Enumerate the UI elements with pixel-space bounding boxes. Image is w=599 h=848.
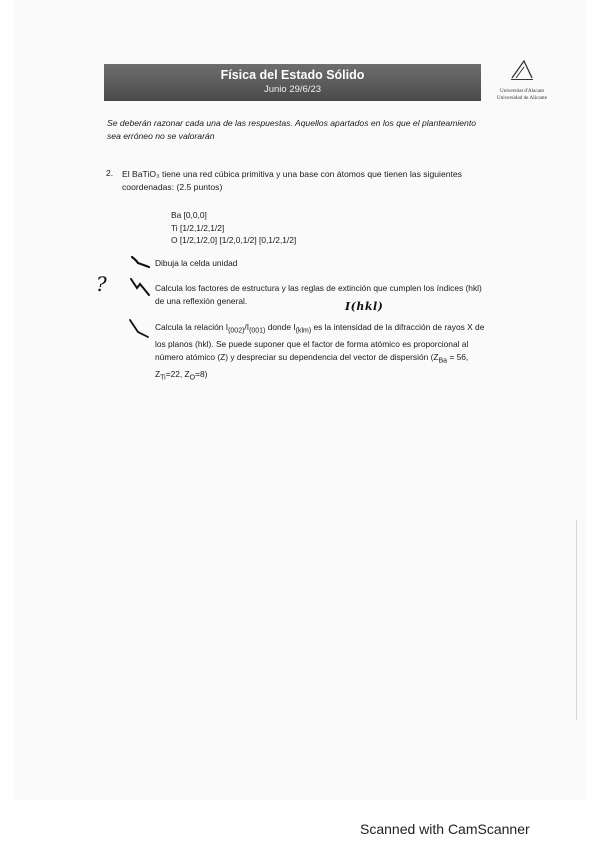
atom-coordinates	[171, 209, 296, 247]
subscript: (002)	[228, 327, 245, 335]
subscript: O	[189, 374, 196, 382]
exam-title: Física del Estado Sólido	[220, 68, 365, 82]
text-segment: = 56, Z	[155, 351, 469, 379]
university-emblem-icon	[510, 58, 534, 82]
logo-text-spanish: Universidad de Alicante	[496, 95, 548, 101]
coordinate-ti: Ti [1/2,1/2,1/2]	[171, 222, 225, 233]
logo-text-valencian: Universitat d'Alacant	[499, 88, 544, 94]
exam-date: Junio 29/6/23	[263, 84, 322, 95]
subscript: Ti	[160, 374, 166, 382]
check-mark-icon	[128, 318, 152, 340]
text-segment: /I	[244, 322, 250, 332]
text-segment: donde I	[265, 322, 296, 332]
text-segment: =22, Z	[165, 368, 190, 379]
handwritten-question-mark: ?	[96, 272, 107, 296]
subscript: (klm)	[295, 327, 312, 335]
scanner-watermark: Scanned with CamScanner	[360, 821, 530, 837]
subscript: Ba	[438, 357, 448, 365]
subscript: (001)	[249, 327, 266, 335]
handwritten-note: I(hkl)	[345, 300, 384, 313]
exam-header	[104, 64, 481, 101]
university-logo	[490, 58, 554, 104]
subquestion-c	[155, 321, 485, 385]
text-segment: =8)	[195, 368, 208, 379]
check-mark-icon	[128, 276, 152, 298]
coordinate-ba: Ba [0,0,0]	[171, 210, 207, 220]
exam-instructions: Se deberán razonar cada una de las respuestas. Aquellos apartados en los que el planteamiento sea erróneo no se valorarán	[107, 118, 476, 141]
scan-edge	[576, 520, 577, 720]
subquestion-b: Calcula los factores de estructura y las reglas de extinción que cumplen los índices (hkl) de una reflexión general.	[155, 283, 482, 306]
coordinate-o: O [1/2,1/2,0] [1/2,0,1/2] [0,1/2,1/2]	[171, 235, 297, 245]
question-statement: El BaTiO₃ tiene una red cúbica primitiva y una base con átomos que tienen las siguientes coordenadas: (2.5 puntos)	[122, 169, 462, 192]
subquestion-a: Dibuja la celda unidad	[155, 258, 238, 268]
check-mark-icon	[130, 254, 152, 270]
text-segment: es la intensidad de la difracción de rayos X de los planos (hkl). Se puede suponer que el factor de forma atómico es proporcional al número atómico (Z) y despreciar su dependencia del vector de dispersión (Z	[155, 322, 485, 362]
question-number: 2.	[106, 168, 114, 178]
text-segment: Calcula la relación I	[155, 322, 229, 332]
